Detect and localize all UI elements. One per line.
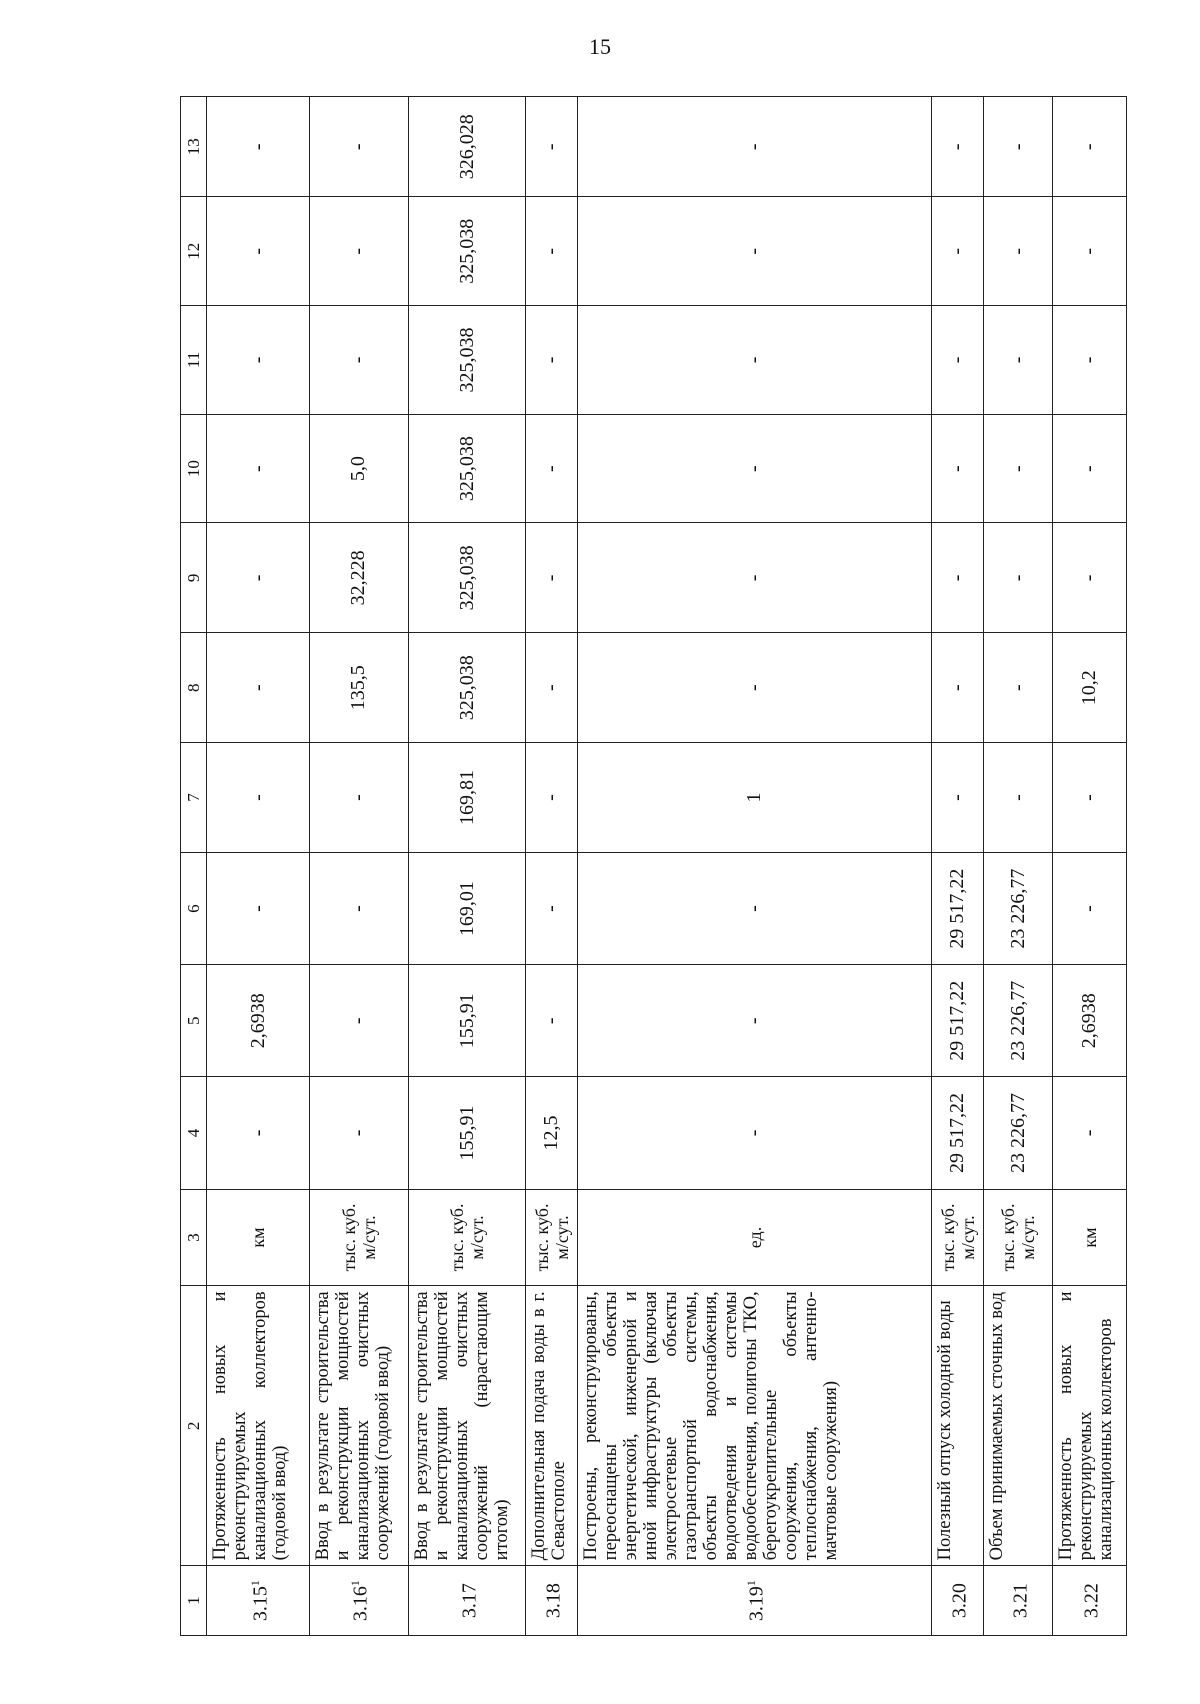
value-cell: -	[1053, 197, 1127, 306]
col-header: 3	[181, 1189, 207, 1286]
indicator-name: Дополнительная подача воды в г. Севастополе	[526, 1286, 578, 1566]
row-number	[309, 1566, 408, 1636]
value-cell: -	[309, 965, 408, 1077]
value-cell: 325,038	[408, 197, 526, 306]
row-number-text: 3.17	[458, 1583, 481, 1619]
value-cell: -	[207, 414, 309, 523]
row-number	[1053, 1566, 1127, 1636]
col-header: 7	[181, 743, 207, 853]
unit-cell: тыс. куб. м/сут.	[526, 1189, 578, 1286]
row-number	[578, 1566, 932, 1636]
value-cell: -	[578, 852, 932, 964]
value-cell: -	[526, 523, 578, 633]
value-cell: 23 226,77	[983, 1077, 1052, 1189]
value-cell: -	[207, 852, 309, 964]
value-cell: 32,228	[309, 523, 408, 633]
value-cell: -	[309, 852, 408, 964]
table-row	[309, 97, 408, 1636]
col-header: 1	[181, 1566, 207, 1636]
value-cell: -	[1053, 414, 1127, 523]
value-cell: -	[1053, 306, 1127, 415]
row-number	[207, 1566, 309, 1636]
value-cell: -	[526, 965, 578, 1077]
col-header: 13	[181, 97, 207, 197]
table-row	[207, 97, 309, 1636]
value-cell: 12,5	[526, 1077, 578, 1189]
indicator-name: Протяженность новых и реконструируемых канализационных коллекторов	[1053, 1286, 1127, 1566]
value-cell: -	[578, 523, 932, 633]
value-cell: -	[578, 197, 932, 306]
indicator-name: Ввод в результате строительства и реконструкции мощностей канализационных очистных сооружений (годовой ввод)	[309, 1286, 408, 1566]
value-cell: 325,038	[408, 633, 526, 743]
value-cell: 23 226,77	[983, 852, 1052, 964]
indicator-name: Построены, реконструированы, переоснащены объекты энергетической, инженерной и иной инфраструктуры (включая электросетевые объекты газотранспортной системы, объекты водоснабжения, водоотведения и системы водообеспечения, полигоны ТКО, берегоукрепительные сооружения, объекты теплоснабжения, антенно-мачтовые сооружения)	[578, 1286, 932, 1566]
value-cell: -	[207, 97, 309, 197]
value-cell: -	[309, 1077, 408, 1189]
value-cell: -	[526, 306, 578, 415]
value-cell: -	[983, 743, 1052, 853]
value-cell: 169,81	[408, 743, 526, 853]
value-cell: -	[1053, 743, 1127, 853]
value-cell: -	[1053, 852, 1127, 964]
table-row	[408, 97, 526, 1636]
value-cell: -	[526, 852, 578, 964]
value-cell: 155,91	[408, 965, 526, 1077]
value-cell: 5,0	[309, 414, 408, 523]
value-cell: -	[1053, 523, 1127, 633]
row-number-text: 3.20	[948, 1583, 971, 1619]
table-row	[526, 97, 578, 1636]
footnote-mark: 1	[744, 1580, 759, 1587]
value-cell: 325,038	[408, 306, 526, 415]
value-cell: -	[932, 306, 984, 415]
page-number: 15	[589, 34, 611, 59]
indicator-name: Объем принимаемых сточных вод	[983, 1286, 1052, 1566]
value-cell: -	[983, 97, 1052, 197]
value-cell: -	[207, 306, 309, 415]
value-cell: -	[932, 197, 984, 306]
row-number	[983, 1566, 1052, 1636]
value-cell: -	[983, 414, 1052, 523]
value-cell: -	[526, 633, 578, 743]
value-cell: -	[309, 97, 408, 197]
value-cell: -	[526, 197, 578, 306]
value-cell: -	[983, 306, 1052, 415]
value-cell: -	[983, 633, 1052, 743]
footnote-mark: 1	[348, 1580, 363, 1587]
table-row	[932, 97, 984, 1636]
unit-cell: км	[207, 1189, 309, 1286]
row-number-text: 3.21	[1009, 1583, 1032, 1619]
value-cell: 2,6938	[1053, 965, 1127, 1077]
value-cell: 135,5	[309, 633, 408, 743]
value-cell: -	[932, 523, 984, 633]
value-cell: -	[207, 197, 309, 306]
row-number	[408, 1566, 526, 1636]
value-cell: -	[578, 306, 932, 415]
value-cell: -	[309, 197, 408, 306]
col-header: 12	[181, 197, 207, 306]
col-header: 11	[181, 306, 207, 415]
value-cell: -	[983, 197, 1052, 306]
row-number	[932, 1566, 984, 1636]
value-cell: 23 226,77	[983, 965, 1052, 1077]
value-cell: -	[1053, 97, 1127, 197]
value-cell: -	[207, 743, 309, 853]
value-cell: -	[983, 523, 1052, 633]
col-header: 9	[181, 523, 207, 633]
value-cell: 326,028	[408, 97, 526, 197]
value-cell: 29 517,22	[932, 852, 984, 964]
indicator-name: Протяженность новых и реконструируемых канализационных коллекторов (годовой ввод)	[207, 1286, 309, 1566]
value-cell: 29 517,22	[932, 965, 984, 1077]
value-cell: -	[207, 1077, 309, 1189]
col-header: 4	[181, 1077, 207, 1189]
rotated-table-container	[180, 96, 1127, 1636]
unit-cell: тыс. куб. м/сут.	[932, 1189, 984, 1286]
value-cell: -	[526, 97, 578, 197]
table-row	[1053, 97, 1127, 1636]
table-row	[578, 97, 932, 1636]
unit-cell: тыс. куб. м/сут.	[309, 1189, 408, 1286]
indicators-table	[180, 96, 1127, 1636]
value-cell: 155,91	[408, 1077, 526, 1189]
value-cell: 2,6938	[207, 965, 309, 1077]
row-number-text: 3.15	[249, 1586, 272, 1622]
col-header: 6	[181, 852, 207, 964]
value-cell: -	[932, 743, 984, 853]
unit-cell: тыс. куб. м/сут.	[408, 1189, 526, 1286]
row-number-text: 3.18	[543, 1583, 566, 1619]
value-cell: -	[207, 633, 309, 743]
value-cell: -	[932, 414, 984, 523]
value-cell: -	[578, 414, 932, 523]
row-number-text: 3.16	[350, 1586, 373, 1622]
value-cell: -	[309, 306, 408, 415]
value-cell: -	[526, 743, 578, 853]
unit-cell: км	[1053, 1189, 1127, 1286]
table-row	[983, 97, 1052, 1636]
value-cell: -	[578, 1077, 932, 1189]
col-header: 8	[181, 633, 207, 743]
value-cell: -	[207, 523, 309, 633]
value-cell: -	[932, 633, 984, 743]
value-cell: 1	[578, 743, 932, 853]
col-header: 10	[181, 414, 207, 523]
value-cell: -	[578, 97, 932, 197]
value-cell: -	[578, 965, 932, 1077]
unit-cell: ед.	[578, 1189, 932, 1286]
value-cell: 29 517,22	[932, 1077, 984, 1189]
value-cell: -	[526, 414, 578, 523]
indicator-name: Ввод в результате строительства и реконструкции мощностей канализационных очистных сооружений (нарастающим итогом)	[408, 1286, 526, 1566]
value-cell: 325,038	[408, 414, 526, 523]
col-header: 5	[181, 965, 207, 1077]
value-cell: -	[932, 97, 984, 197]
row-number-text: 3.19	[745, 1586, 768, 1622]
value-cell: 10,2	[1053, 633, 1127, 743]
row-number-text: 3.22	[1080, 1583, 1103, 1619]
value-cell: 325,038	[408, 523, 526, 633]
indicator-name: Полезный отпуск холодной воды	[932, 1286, 984, 1566]
value-cell: 169,01	[408, 852, 526, 964]
unit-cell: тыс. куб. м/сут.	[983, 1189, 1052, 1286]
col-header: 2	[181, 1286, 207, 1566]
footnote-mark: 1	[247, 1580, 262, 1587]
value-cell: -	[309, 743, 408, 853]
value-cell: -	[578, 633, 932, 743]
value-cell: -	[1053, 1077, 1127, 1189]
column-number-row	[181, 97, 207, 1636]
row-number	[526, 1566, 578, 1636]
